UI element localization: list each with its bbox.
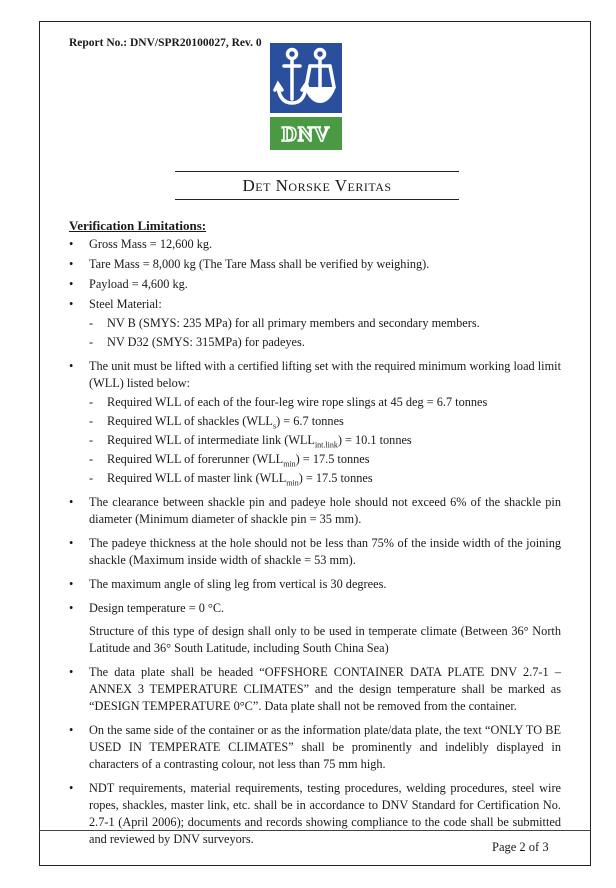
sub-item [69,394,561,411]
item-text: Gross Mass = 12,600 kg. [89,237,213,251]
section-heading: Verification Limitations: [69,218,207,233]
logo-text: DNV [281,122,331,145]
item-text: The padeye thickness at the hole should not be less than 75% of the inside width of the joining shackle (Maximum inside width of shackle = 53 mm). [89,536,561,567]
list-item [69,576,561,593]
list-item [69,236,561,253]
sub-item-text: Required WLL of master link (WLL [107,471,287,485]
dash-icon: - [89,335,94,349]
sub-item [69,470,561,487]
item-text: Payload = 4,600 kg. [89,277,188,291]
item-text: The unit must be lifted with a certified lifting set with the required minimum working load limit (WLL) listed below: [89,359,561,390]
list-item [69,358,561,392]
item-text: The clearance between shackle pin and padeye hole should not exceed 6% of the shackle pin diameter (Minimum diameter of shackle pin = 35 mm). [89,495,561,526]
dash-icon: - [89,452,94,466]
dash-icon: - [89,395,94,409]
dash-icon: - [89,433,94,447]
list-item [69,276,561,293]
subscript: min [283,459,296,469]
bullet-icon: • [69,781,74,795]
dash-icon: - [89,471,94,485]
subscript: int.link [314,440,338,450]
sub-item [69,334,561,351]
page-number: Page 2 of 3 [492,840,549,854]
company-name: Det Norske Veritas [242,176,392,195]
sub-item [69,413,561,430]
sub-item-text: NV B (SMYS: 235 MPa) for all primary members and secondary members. [107,316,480,330]
report-number: Report No.: DNV/SPR20100027, Rev. 0 [69,37,262,49]
sub-item-text: Required WLL of intermediate link (WLL [107,433,315,447]
bullet-icon: • [69,723,74,737]
sub-item-text: ) = 6.7 tonnes [276,414,344,428]
item-text: On the same side of the container or as the information plate/data plate, the text “ONLY TO BE USED IN TEMPERATE CLIMATES” shall be prominently and indelibly displayed in characters of a contrasting colour, not less than 75 mm high. [89,723,561,771]
item-text: The data plate shall be headed “OFFSHORE CONTAINER DATA PLATE DNV 2.7-1 – ANNEX 3 TEMPERATURE CLIMATES” and the design temperature shall be marked as “DESIGN TEMPERATURE 0°C”. Data plate shall not be removed from the container. [89,665,561,713]
sub-item-text: ) = 17.5 tonnes [298,471,373,485]
sub-item-text: ) = 10.1 tonnes [337,433,412,447]
subscript: min [286,478,299,488]
bullet-icon: • [69,297,74,311]
list-item [69,780,561,848]
limitations-list [69,233,561,848]
list-item [69,494,561,528]
bullet-icon: • [69,601,74,615]
sub-item-text: Required WLL of shackles (WLL [107,414,273,428]
sub-item-text: ) = 17.5 tonnes [295,452,370,466]
list-item [69,722,561,773]
bullet-icon: • [69,495,74,509]
sub-item [69,451,561,468]
list-item [69,600,561,617]
list-item [69,256,561,273]
bullet-icon: • [69,277,74,291]
item-text: The maximum angle of sling leg from vertical is 30 degrees. [89,577,387,591]
dash-icon: - [89,414,94,428]
bullet-icon: • [69,665,74,679]
bullet-icon: • [69,237,74,251]
list-item [69,664,561,715]
header-rule-bottom [175,199,459,200]
item-text: Steel Material: [89,297,162,311]
item-text: Tare Mass = 8,000 kg (The Tare Mass shall be verified by weighing). [89,257,430,271]
dnv-logo [270,43,342,150]
anchor-emblem-icon [270,43,342,113]
sub-item [69,432,561,449]
sub-item-text: Required WLL of each of the four-leg wire rope slings at 45 deg = 6.7 tonnes [107,395,488,409]
sub-item-text: NV D32 (SMYS: 315MPa) for padeyes. [107,335,305,349]
item-text: NDT requirements, material requirements, testing procedures, welding procedures, steel wire ropes, shackles, master link, etc. shall be in accordance to DNV Standard for Certification No. 2.7-1 (April 2006); documents and records showing compliance to the code shall be submitted and reviewed by DNV surveyors. [89,781,561,846]
bullet-icon: • [69,536,74,550]
header-rule-top [175,171,459,172]
footer-rule [39,830,591,831]
list-item [69,296,561,313]
design-temp-note: Structure of this type of design shall only to be used in temperate climate (Between 36° North Latitude and 36° South Latitude, including South China Sea) [89,624,561,655]
bullet-icon: • [69,257,74,271]
bullet-icon: • [69,577,74,591]
item-text: Design temperature = 0 °C. [89,601,225,615]
subscript: s [272,421,277,431]
sub-item [69,315,561,332]
dash-icon: - [89,316,94,330]
dnv-wordmark [270,117,342,150]
sub-item-text: Required WLL of forerunner (WLL [107,452,284,466]
list-item [69,535,561,569]
bullet-icon: • [69,359,74,373]
